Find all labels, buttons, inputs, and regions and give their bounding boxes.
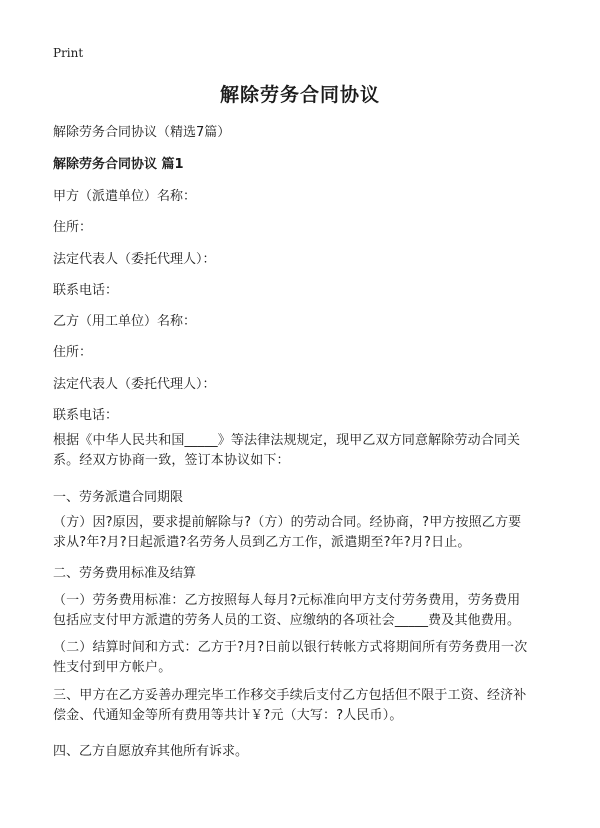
clause-2b-line: 性支付到甲方帐户。 <box>53 660 172 675</box>
party-b-address-field: 住所： <box>53 345 93 360</box>
party-a-address-field: 住所： <box>53 220 93 235</box>
party-a-name-field: 甲方（派遣单位）名称： <box>53 189 197 204</box>
clause-2a-line: 包括应支付甲方派遣的劳务人员的工资、应缴纳的各项社会_____费及其他费用。 <box>53 613 521 628</box>
intro-line: 系。经双方协商一致，签订本协议如下： <box>53 453 290 468</box>
clause-1-line: 求从?年?月?日起派遣?名劳务人员到乙方工作，派遣期至?年?月?日止。 <box>53 535 471 550</box>
section-heading: 解除劳务合同协议 篇1 <box>53 157 184 172</box>
clause-3-paragraph <box>53 686 549 726</box>
clause-1-line: （方）因?原因，要求提前解除与?（方）的劳动合同。经协商，?甲方按照乙方要 <box>53 515 522 530</box>
clause-2b-line: （二）结算时间和方式：乙方于?月?日前以银行转帐方式将期间所有劳务费用一次 <box>53 640 528 655</box>
party-b-name-field: 乙方（用工单位）名称： <box>53 314 197 329</box>
party-a-phone-field: 联系电话： <box>53 283 119 298</box>
clause-3-line: 三、甲方在乙方妥善办理完毕工作移交手续后支付乙方包括但不限于工资、经济补 <box>53 688 527 703</box>
page-title: 解除劳务合同协议 <box>219 84 380 106</box>
clause-1-paragraph <box>53 513 549 553</box>
intro-paragraph <box>53 431 549 471</box>
clause-2a-paragraph <box>53 591 549 631</box>
document-subtitle: 解除劳务合同协议（精选7篇） <box>53 125 231 140</box>
print-link[interactable]: Print <box>53 46 84 60</box>
clause-1-heading: 一、劳务派遣合同期限 <box>53 490 184 505</box>
clause-2a-line: （一）劳务费用标准：乙方按照每人每月?元标准向甲方支付劳务费用，劳务费用 <box>53 593 521 608</box>
clause-3-line: 偿金、代通知金等所有费用等共计￥?元（大写：?人民币）。 <box>53 708 403 723</box>
clause-4-text: 四、乙方自愿放弃其他所有诉求。 <box>53 744 249 759</box>
clause-2-heading: 二、劳务费用标准及结算 <box>53 566 197 581</box>
party-b-representative-field: 法定代表人（委托代理人）： <box>53 377 216 392</box>
party-b-phone-field: 联系电话： <box>53 408 119 423</box>
clause-2b-paragraph <box>53 638 549 678</box>
party-a-representative-field: 法定代表人（委托代理人）： <box>53 252 216 267</box>
intro-line: 根据《中华人民共和国_____》等法律法规规定，现甲乙双方同意解除劳动合同关 <box>53 433 521 448</box>
